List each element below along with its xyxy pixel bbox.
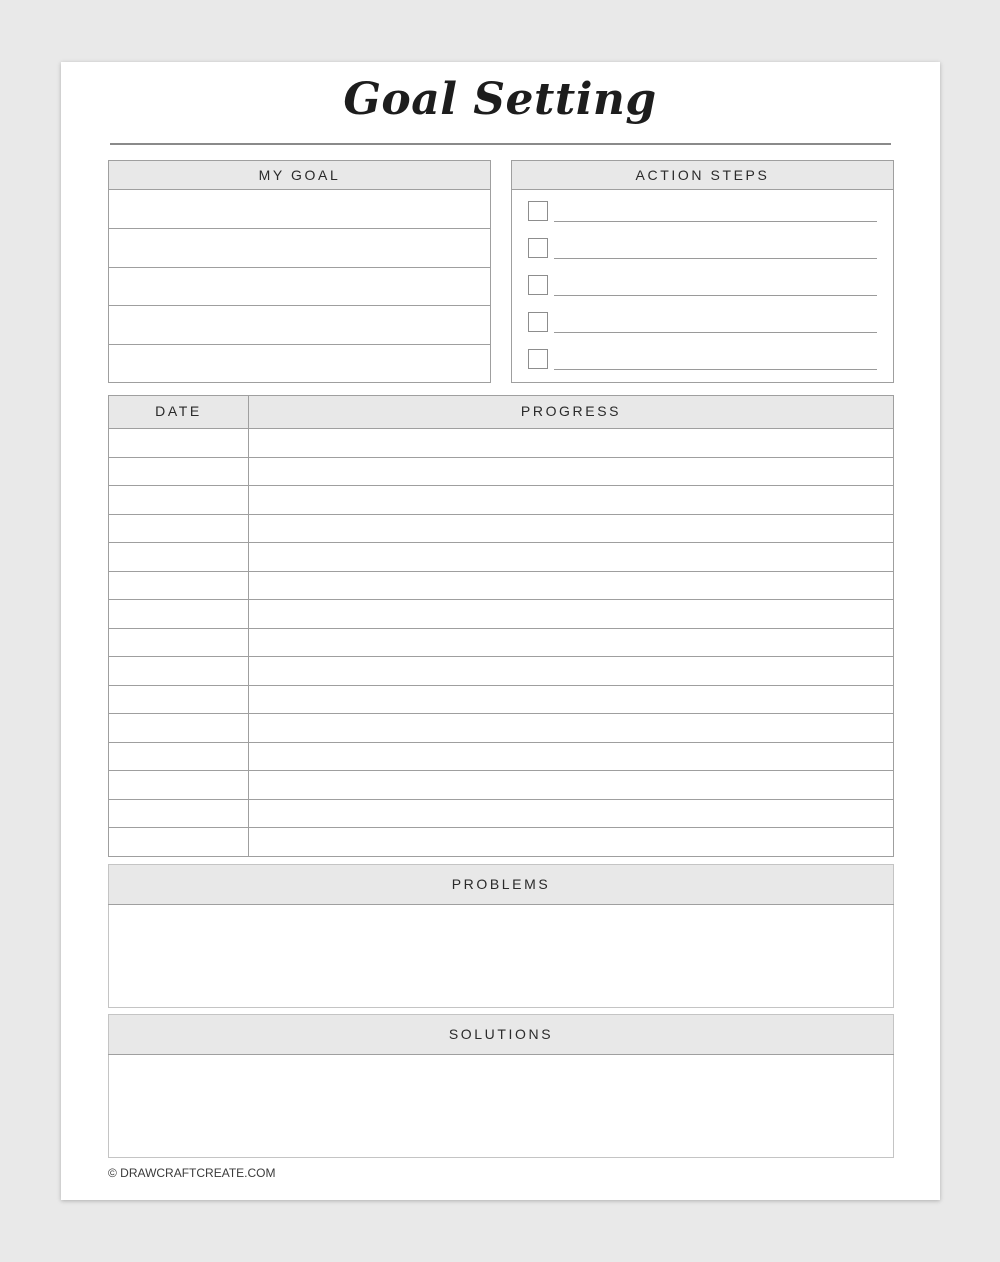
date-cell[interactable]: [109, 828, 248, 856]
action-steps-header: ACTION STEPS: [512, 161, 893, 189]
progress-cell[interactable]: [249, 486, 893, 514]
action-step-line[interactable]: [554, 369, 877, 370]
problems-header-rule: [108, 904, 894, 905]
page-title: Goal Setting: [343, 74, 657, 125]
progress-cell[interactable]: [249, 572, 893, 600]
date-cell[interactable]: [109, 800, 248, 828]
progress-cell[interactable]: [249, 429, 893, 457]
my-goal-header: MY GOAL: [109, 161, 490, 189]
date-cell[interactable]: [109, 629, 248, 657]
title-divider: [110, 143, 891, 145]
date-cell[interactable]: [109, 429, 248, 457]
date-cell[interactable]: [109, 572, 248, 600]
solutions-header-rule: [108, 1054, 894, 1055]
goal-entry-row[interactable]: [109, 305, 490, 343]
goal-entry-row[interactable]: [109, 190, 490, 228]
date-cell[interactable]: [109, 486, 248, 514]
date-cell[interactable]: [109, 771, 248, 799]
date-cell[interactable]: [109, 458, 248, 486]
date-cell[interactable]: [109, 600, 248, 628]
progress-header: PROGRESS: [249, 396, 893, 428]
problems-header: PROBLEMS: [109, 865, 893, 904]
action-step-line[interactable]: [554, 258, 877, 259]
progress-cell[interactable]: [249, 714, 893, 742]
action-step-checkbox[interactable]: [528, 275, 548, 295]
progress-cell[interactable]: [249, 657, 893, 685]
date-cell[interactable]: [109, 657, 248, 685]
progress-cell[interactable]: [249, 771, 893, 799]
progress-cell[interactable]: [249, 600, 893, 628]
progress-cell[interactable]: [249, 743, 893, 771]
goal-entry-row[interactable]: [109, 267, 490, 305]
action-step-checkbox[interactable]: [528, 238, 548, 258]
progress-cell[interactable]: [249, 629, 893, 657]
action-step-checkbox[interactable]: [528, 349, 548, 369]
solutions-header: SOLUTIONS: [109, 1015, 893, 1054]
date-header: DATE: [109, 396, 248, 428]
action-step-line[interactable]: [554, 221, 877, 222]
date-cell[interactable]: [109, 515, 248, 543]
copyright-footer: © DRAWCRAFTCREATE.COM: [108, 1166, 276, 1180]
date-cell[interactable]: [109, 686, 248, 714]
goal-entry-row[interactable]: [109, 344, 490, 382]
progress-cell[interactable]: [249, 515, 893, 543]
date-cell[interactable]: [109, 743, 248, 771]
action-steps-header-rule: [511, 189, 894, 190]
progress-cell[interactable]: [249, 458, 893, 486]
action-steps-box: [511, 160, 894, 383]
date-cell[interactable]: [109, 543, 248, 571]
action-step-checkbox[interactable]: [528, 312, 548, 332]
action-step-line[interactable]: [554, 295, 877, 296]
action-step-checkbox[interactable]: [528, 201, 548, 221]
progress-cell[interactable]: [249, 543, 893, 571]
progress-cell[interactable]: [249, 686, 893, 714]
progress-cell[interactable]: [249, 828, 893, 856]
date-cell[interactable]: [109, 714, 248, 742]
goal-entry-row[interactable]: [109, 228, 490, 266]
progress-cell[interactable]: [249, 800, 893, 828]
action-step-line[interactable]: [554, 332, 877, 333]
